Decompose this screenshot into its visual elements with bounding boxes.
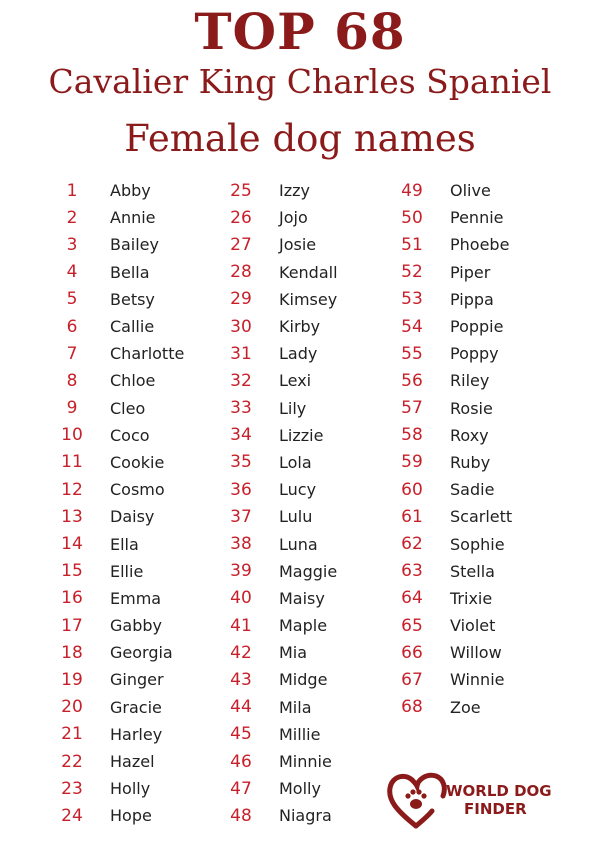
dog-name: Pippa xyxy=(450,289,494,309)
rank-number: 66 xyxy=(401,642,423,663)
list-item xyxy=(221,802,338,829)
dog-name: Millie xyxy=(279,724,321,744)
list-item xyxy=(52,367,184,394)
list-item xyxy=(52,259,184,286)
dog-name: Josie xyxy=(279,235,317,255)
rank-number: 12 xyxy=(61,479,83,500)
list-item xyxy=(392,476,512,503)
rank-number: 18 xyxy=(61,642,83,663)
rank-number: 31 xyxy=(230,343,252,364)
dog-name: Georgia xyxy=(110,643,173,663)
rank-number: 45 xyxy=(230,724,252,745)
list-item xyxy=(52,231,184,258)
list-item xyxy=(221,313,338,340)
rank-number: 50 xyxy=(401,207,423,228)
dog-name: Midge xyxy=(279,670,328,690)
rank-number: 35 xyxy=(230,452,252,473)
dog-name: Bella xyxy=(110,262,150,282)
rank-number: 16 xyxy=(61,588,83,609)
dog-name: Cleo xyxy=(110,398,146,418)
rank-number: 1 xyxy=(66,180,78,201)
dog-name: Betsy xyxy=(110,289,155,309)
dog-name: Cosmo xyxy=(110,480,165,500)
dog-name: Bailey xyxy=(110,235,159,255)
list-item xyxy=(392,449,512,476)
list-item xyxy=(221,449,338,476)
dog-name: Emma xyxy=(110,588,162,608)
dog-name: Hazel xyxy=(110,752,155,772)
rank-number: 30 xyxy=(230,316,252,337)
dog-name: Ginger xyxy=(110,670,164,690)
rank-number: 46 xyxy=(230,751,252,772)
dog-name: Daisy xyxy=(110,507,155,527)
rank-number: 7 xyxy=(66,343,78,364)
dog-name: Annie xyxy=(110,208,156,228)
dog-name: Winnie xyxy=(450,670,505,690)
dog-name: Charlotte xyxy=(110,344,185,364)
list-item xyxy=(221,639,338,666)
dog-name: Kendall xyxy=(279,262,338,282)
list-item xyxy=(52,449,184,476)
list-item xyxy=(52,422,184,449)
rank-number: 37 xyxy=(230,506,252,527)
list-item xyxy=(221,259,338,286)
list-item xyxy=(52,503,184,530)
rank-number: 60 xyxy=(401,479,423,500)
rank-number: 38 xyxy=(230,534,252,555)
list-item xyxy=(221,204,338,231)
list-item xyxy=(221,367,338,394)
rank-number: 5 xyxy=(66,289,78,310)
names-column-2 xyxy=(221,177,338,830)
dog-name: Trixie xyxy=(450,588,493,608)
dog-name: Mila xyxy=(279,697,312,717)
rank-number: 43 xyxy=(230,669,252,690)
dog-name: Gabby xyxy=(110,616,162,636)
rank-number: 25 xyxy=(230,180,252,201)
list-item xyxy=(52,666,184,693)
list-item xyxy=(52,585,184,612)
dog-name: Abby xyxy=(110,181,151,201)
rank-number: 57 xyxy=(401,398,423,419)
list-item xyxy=(52,775,184,802)
dog-name: Lily xyxy=(279,398,307,418)
dog-name: Stella xyxy=(450,561,495,581)
rank-number: 15 xyxy=(61,561,83,582)
dog-name: Violet xyxy=(450,616,496,636)
list-item xyxy=(52,748,184,775)
dog-name: Poppy xyxy=(450,344,499,364)
rank-number: 51 xyxy=(401,234,423,255)
rank-number: 9 xyxy=(66,398,78,419)
dog-name: Olive xyxy=(450,181,491,201)
list-item xyxy=(221,395,338,422)
rank-number: 53 xyxy=(401,289,423,310)
list-item xyxy=(392,585,512,612)
rank-number: 48 xyxy=(230,805,252,826)
dog-name: Lizzie xyxy=(279,425,324,445)
logo-text-line1: WORLD DOG xyxy=(446,782,552,800)
rank-number: 11 xyxy=(61,452,83,473)
list-item xyxy=(392,395,512,422)
list-item xyxy=(221,476,338,503)
dog-name: Willow xyxy=(450,643,502,663)
rank-number: 44 xyxy=(230,697,252,718)
rank-number: 33 xyxy=(230,398,252,419)
dog-name: Riley xyxy=(450,371,490,391)
dog-name: Lola xyxy=(279,452,312,472)
list-item xyxy=(392,313,512,340)
rank-number: 27 xyxy=(230,234,252,255)
dog-name: Lady xyxy=(279,344,318,364)
rank-number: 19 xyxy=(61,669,83,690)
list-item xyxy=(52,286,184,313)
dog-name: Poppie xyxy=(450,317,504,337)
list-item xyxy=(221,666,338,693)
list-item xyxy=(221,694,338,721)
rank-number: 6 xyxy=(66,316,78,337)
rank-number: 3 xyxy=(66,234,78,255)
list-item xyxy=(392,286,512,313)
dog-name: Maisy xyxy=(279,588,325,608)
rank-number: 14 xyxy=(61,534,83,555)
list-item xyxy=(221,286,338,313)
list-item xyxy=(392,666,512,693)
logo-text-line2: FINDER xyxy=(464,800,527,818)
dog-name: Lulu xyxy=(279,507,313,527)
names-column-1 xyxy=(52,177,184,830)
list-item xyxy=(221,503,338,530)
dog-name: Scarlett xyxy=(450,507,513,527)
dog-name: Gracie xyxy=(110,697,162,717)
rank-number: 40 xyxy=(230,588,252,609)
rank-number: 49 xyxy=(401,180,423,201)
dog-name: Chloe xyxy=(110,371,156,391)
dog-name: Sadie xyxy=(450,480,495,500)
rank-number: 2 xyxy=(66,207,78,228)
world-dog-finder-logo xyxy=(386,770,586,830)
dog-name: Izzy xyxy=(279,181,310,201)
list-item xyxy=(221,558,338,585)
rank-number: 24 xyxy=(61,805,83,826)
rank-number: 47 xyxy=(230,778,252,799)
dog-name: Minnie xyxy=(279,752,332,772)
rank-number: 39 xyxy=(230,561,252,582)
dog-name: Harley xyxy=(110,724,163,744)
list-item xyxy=(52,694,184,721)
dog-name: Phoebe xyxy=(450,235,510,255)
list-item xyxy=(52,476,184,503)
dog-name: Molly xyxy=(279,779,321,799)
list-item xyxy=(392,503,512,530)
list-item xyxy=(221,585,338,612)
rank-number: 29 xyxy=(230,289,252,310)
list-item xyxy=(392,694,512,721)
list-item xyxy=(52,177,184,204)
list-item xyxy=(52,639,184,666)
rank-number: 54 xyxy=(401,316,423,337)
list-item xyxy=(52,313,184,340)
dog-name: Maggie xyxy=(279,561,338,581)
page-title: TOP 68 xyxy=(194,2,406,61)
dog-name: Hope xyxy=(110,806,152,826)
rank-number: 62 xyxy=(401,534,423,555)
dog-name: Pennie xyxy=(450,208,504,228)
list-item xyxy=(221,231,338,258)
dog-name: Maple xyxy=(279,616,328,636)
dog-name: Lucy xyxy=(279,480,317,500)
list-item xyxy=(392,612,512,639)
dog-name: Lexi xyxy=(279,371,312,391)
rank-number: 68 xyxy=(401,697,423,718)
dog-name: Roxy xyxy=(450,425,489,445)
dog-name: Kirby xyxy=(279,317,321,337)
list-item xyxy=(392,177,512,204)
list-subtitle: Female dog names xyxy=(124,117,476,160)
list-item xyxy=(392,340,512,367)
list-item xyxy=(221,340,338,367)
dog-name: Ella xyxy=(110,534,139,554)
rank-number: 65 xyxy=(401,615,423,636)
rank-number: 34 xyxy=(230,425,252,446)
list-item xyxy=(52,530,184,557)
list-item xyxy=(392,639,512,666)
rank-number: 17 xyxy=(61,615,83,636)
rank-number: 42 xyxy=(230,642,252,663)
breed-subtitle: Cavalier King Charles Spaniel xyxy=(48,62,552,101)
list-item xyxy=(221,721,338,748)
dog-name: Coco xyxy=(110,425,150,445)
dog-name: Jojo xyxy=(279,208,308,228)
rank-number: 55 xyxy=(401,343,423,364)
rank-number: 63 xyxy=(401,561,423,582)
dog-name: Niagra xyxy=(279,806,332,826)
rank-number: 10 xyxy=(61,425,83,446)
rank-number: 21 xyxy=(61,724,83,745)
rank-number: 58 xyxy=(401,425,423,446)
list-item xyxy=(221,422,338,449)
list-item xyxy=(52,558,184,585)
heart-paw-icon xyxy=(386,770,448,830)
rank-number: 36 xyxy=(230,479,252,500)
rank-number: 20 xyxy=(61,697,83,718)
rank-number: 41 xyxy=(230,615,252,636)
rank-number: 23 xyxy=(61,778,83,799)
dog-name: Piper xyxy=(450,262,491,282)
dog-name: Kimsey xyxy=(279,289,338,309)
list-item xyxy=(392,422,512,449)
list-item xyxy=(52,395,184,422)
dog-name: Luna xyxy=(279,534,318,554)
list-item xyxy=(52,204,184,231)
list-item xyxy=(52,612,184,639)
list-item xyxy=(52,340,184,367)
rank-number: 56 xyxy=(401,370,423,391)
rank-number: 32 xyxy=(230,370,252,391)
list-item xyxy=(221,530,338,557)
rank-number: 52 xyxy=(401,262,423,283)
dog-name: Rosie xyxy=(450,398,493,418)
dog-name: Sophie xyxy=(450,534,505,554)
dog-name: Ellie xyxy=(110,561,144,581)
list-item xyxy=(392,367,512,394)
rank-number: 61 xyxy=(401,506,423,527)
dog-name: Callie xyxy=(110,317,155,337)
list-item xyxy=(392,231,512,258)
list-item xyxy=(221,748,338,775)
dog-name: Ruby xyxy=(450,452,491,472)
dog-name: Mia xyxy=(279,643,308,663)
rank-number: 4 xyxy=(66,262,78,283)
list-item xyxy=(221,612,338,639)
rank-number: 22 xyxy=(61,751,83,772)
rank-number: 67 xyxy=(401,669,423,690)
list-item xyxy=(221,775,338,802)
rank-number: 26 xyxy=(230,207,252,228)
rank-number: 28 xyxy=(230,262,252,283)
list-item xyxy=(392,204,512,231)
dog-name: Holly xyxy=(110,779,151,799)
dog-name: Zoe xyxy=(450,697,481,717)
list-item xyxy=(52,802,184,829)
rank-number: 59 xyxy=(401,452,423,473)
list-item xyxy=(392,259,512,286)
dog-name: Cookie xyxy=(110,452,165,472)
list-item xyxy=(392,530,512,557)
rank-number: 13 xyxy=(61,506,83,527)
list-item xyxy=(52,721,184,748)
list-item xyxy=(221,177,338,204)
rank-number: 64 xyxy=(401,588,423,609)
names-column-3 xyxy=(392,177,512,721)
list-item xyxy=(392,558,512,585)
rank-number: 8 xyxy=(66,370,78,391)
